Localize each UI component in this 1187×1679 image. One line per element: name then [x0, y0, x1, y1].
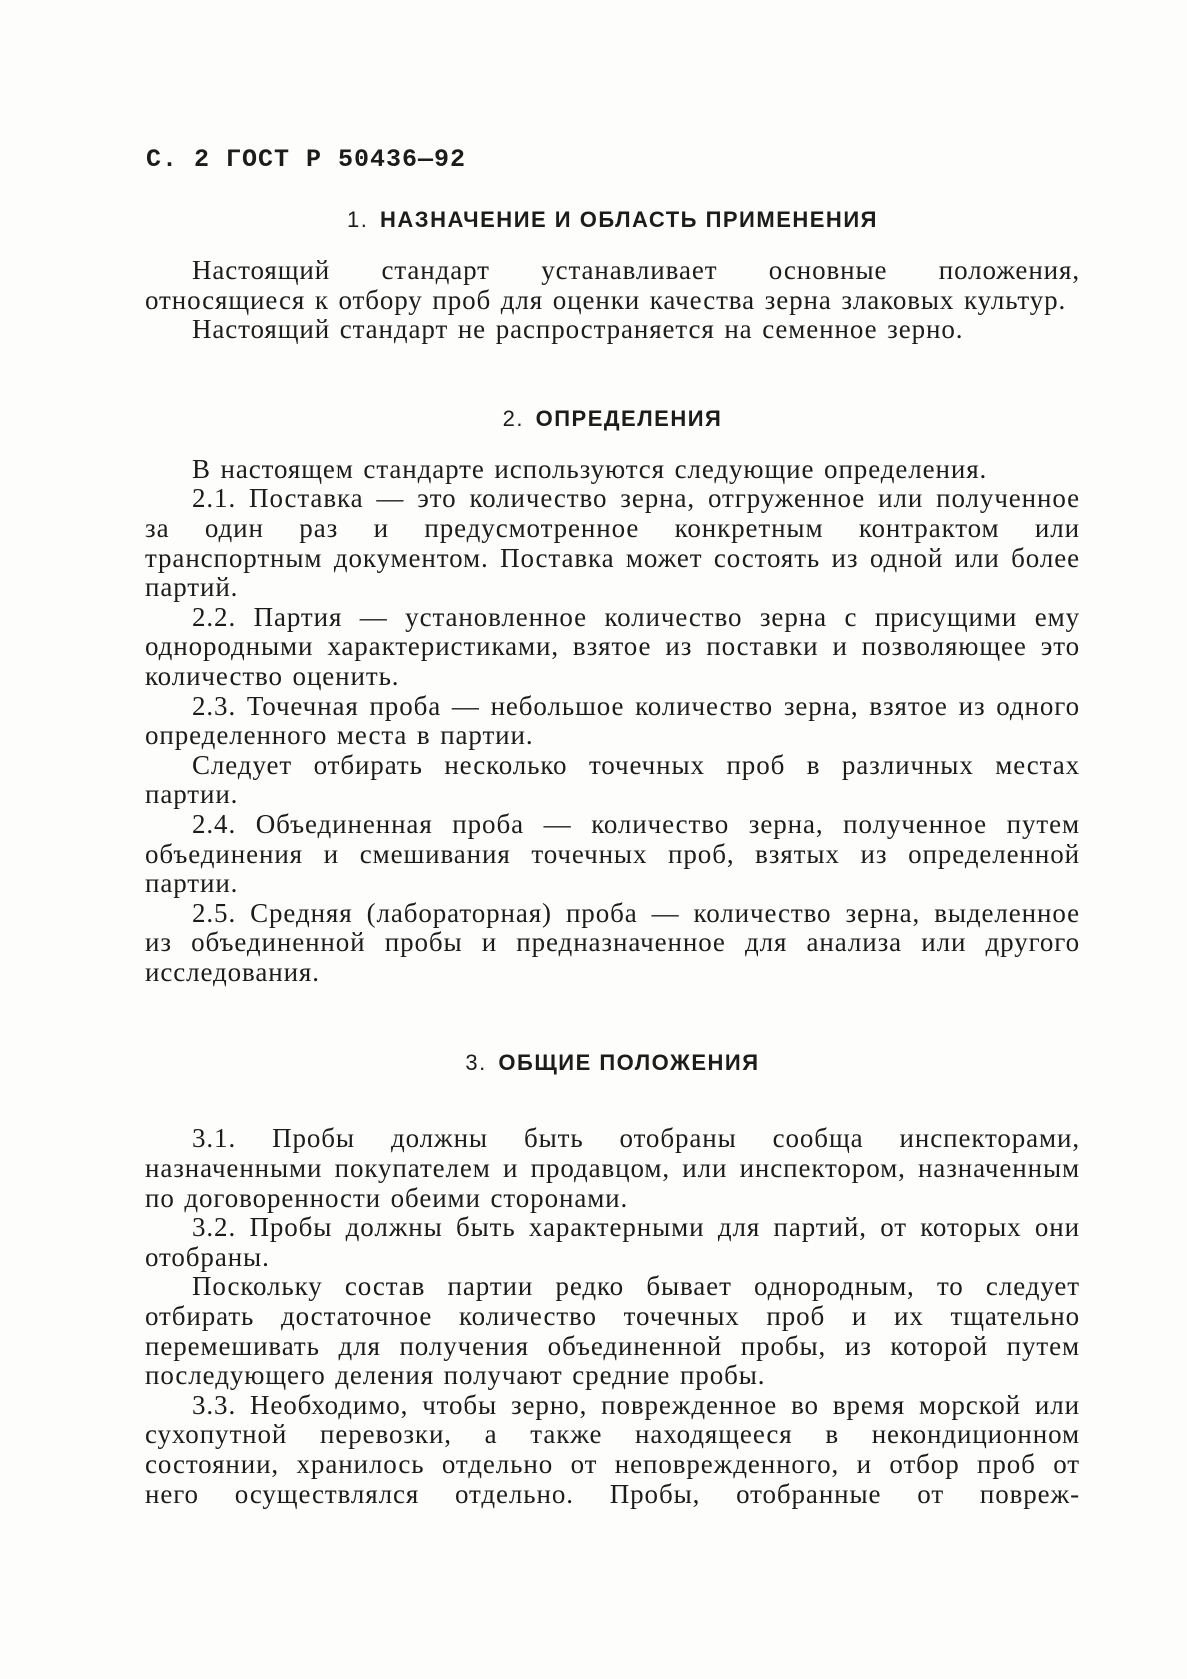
definition-2-4: 2.4. Объединенная проба — количество зерна, полученное путем объединения и смешивания точечных проб, взятых из определенной партии. — [145, 808, 1080, 899]
definition-2-3: 2.3. Точечная проба — небольшое количество зерна, взятое из одного определенного места в партии. — [145, 690, 1080, 751]
paragraph: Поскольку состав партии редко бывает однородным, то следует отбирать достаточное количество точечных проб и их тщательно перемешивать для получения объединенной пробы, из которой путем последующего деления получают средние пробы. — [145, 1271, 1080, 1391]
section-title-text: ОПРЕДЕЛЕНИЯ — [535, 405, 723, 431]
paragraph: В настоящем стандарте используются следующие определения. — [192, 453, 988, 484]
definition-2-5: 2.5. Средняя (лабораторная) проба — количество зерна, выделенное из объединенной пробы и предназначенное для анализа или другого исследования. — [145, 897, 1080, 987]
section-2 — [145, 404, 1080, 988]
document-body — [145, 205, 1080, 1539]
section-title — [145, 404, 1080, 434]
section-number: 2. — [502, 405, 524, 431]
section-title — [145, 205, 1080, 235]
definition-2-1: 2.1. Поставка — это количество зерна, отгруженное или полученное за один раз и предусмотренное конкретным контрактом или транспортным документом. Поставка может состоять из одной или более партий. — [145, 483, 1080, 603]
section-number: 1. — [347, 207, 369, 232]
clause-3-3: 3.3. Необходимо, чтобы зерно, поврежденное во время морской или сухопутной перевозки, а также находящееся в некондиционном состоянии, хранилось отдельно от неповрежденного, и отбор проб от него осуществлялся отдельно. Пробы, отобранные от повреж- — [145, 1389, 1080, 1509]
section-title-text: НАЗНАЧЕНИЕ И ОБЛАСТЬ ПРИМЕНЕНИЯ — [380, 207, 878, 232]
clause-3-2: 3.2. Пробы должны быть характерными для партий, от которых они отобраны. — [145, 1212, 1080, 1272]
definition-2-2: 2.2. Партия — установленное количество зерна с присущими ему однородными характеристиками, взятое из поставки и позволяющее это количество оценить. — [145, 601, 1080, 691]
section-title-text: ОБЩИЕ ПОЛОЖЕНИЯ — [498, 1050, 760, 1076]
section-title — [145, 1048, 1080, 1078]
paragraph: Следует отбирать несколько точечных проб в различных местах партии. — [145, 749, 1080, 810]
section-3 — [145, 1048, 1080, 1538]
paragraph: Настоящий стандарт не распространяется на семенное зерно. — [192, 314, 964, 345]
section-number: 3. — [465, 1050, 487, 1076]
page-header: С. 2 ГОСТ Р 50436—92 — [146, 145, 467, 174]
clause-3-1: 3.1. Пробы должны быть отобраны сообща инспекторами, назначенными покупателем и продавцом, или инспектором, назначенным по договоренности обеими сторонами. — [145, 1123, 1080, 1213]
section-1 — [145, 205, 1080, 345]
paragraph: Настоящий стандарт устанавливает основные положения, относящиеся к отбору проб для оценки качества зерна злаковых культур. — [145, 255, 1080, 315]
